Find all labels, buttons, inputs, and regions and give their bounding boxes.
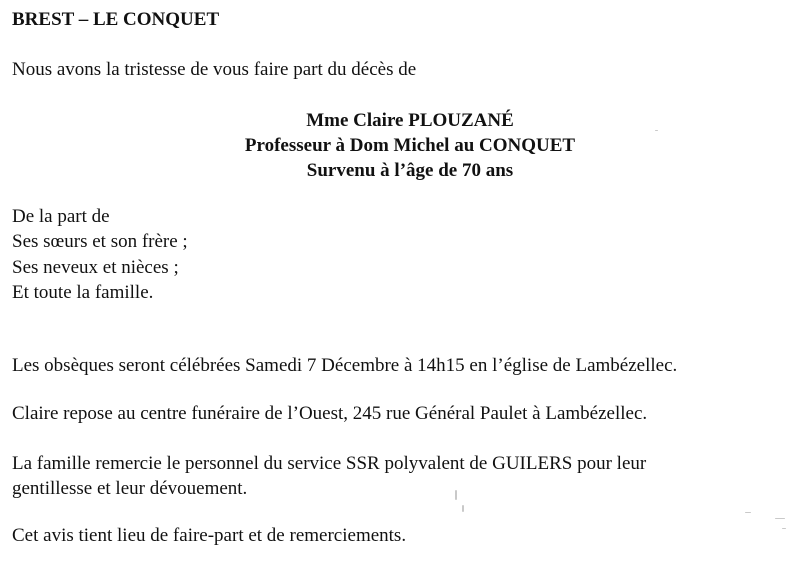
family-line: Ses neveux et nièces ; bbox=[12, 257, 179, 278]
family-line: De la part de bbox=[12, 206, 110, 227]
family-line: Ses sœurs et son frère ; bbox=[12, 231, 188, 252]
thanks-paragraph-line: gentillesse et leur dévouement. bbox=[12, 478, 248, 499]
deceased-block bbox=[0, 108, 793, 183]
scan-speck bbox=[775, 518, 785, 519]
rest-paragraph: Claire repose au centre funéraire de l’Ouest, 245 rue Général Paulet à Lambézellec. bbox=[12, 403, 648, 424]
scan-speck bbox=[462, 505, 464, 512]
deceased-role: Professeur à Dom Michel au CONQUET bbox=[244, 135, 576, 156]
scan-speck bbox=[655, 130, 658, 131]
thanks-paragraph-line: La famille remercie le personnel du service SSR polyvalent de GUILERS pour leur bbox=[12, 453, 647, 474]
scan-speck bbox=[745, 512, 751, 513]
deceased-age: Survenu à l’âge de 70 ans bbox=[306, 160, 514, 181]
family-line: Et toute la famille. bbox=[12, 282, 154, 303]
deceased-name: Mme Claire PLOUZANÉ bbox=[306, 110, 514, 131]
scan-speck bbox=[782, 528, 786, 529]
closing-paragraph: Cet avis tient lieu de faire-part et de remerciements. bbox=[12, 525, 407, 546]
notice-heading: BREST – LE CONQUET bbox=[12, 9, 220, 30]
scan-speck bbox=[455, 490, 457, 500]
funeral-paragraph: Les obsèques seront célébrées Samedi 7 Décembre à 14h15 en l’église de Lambézellec. bbox=[12, 355, 678, 376]
intro-text: Nous avons la tristesse de vous faire part du décès de bbox=[12, 59, 417, 80]
